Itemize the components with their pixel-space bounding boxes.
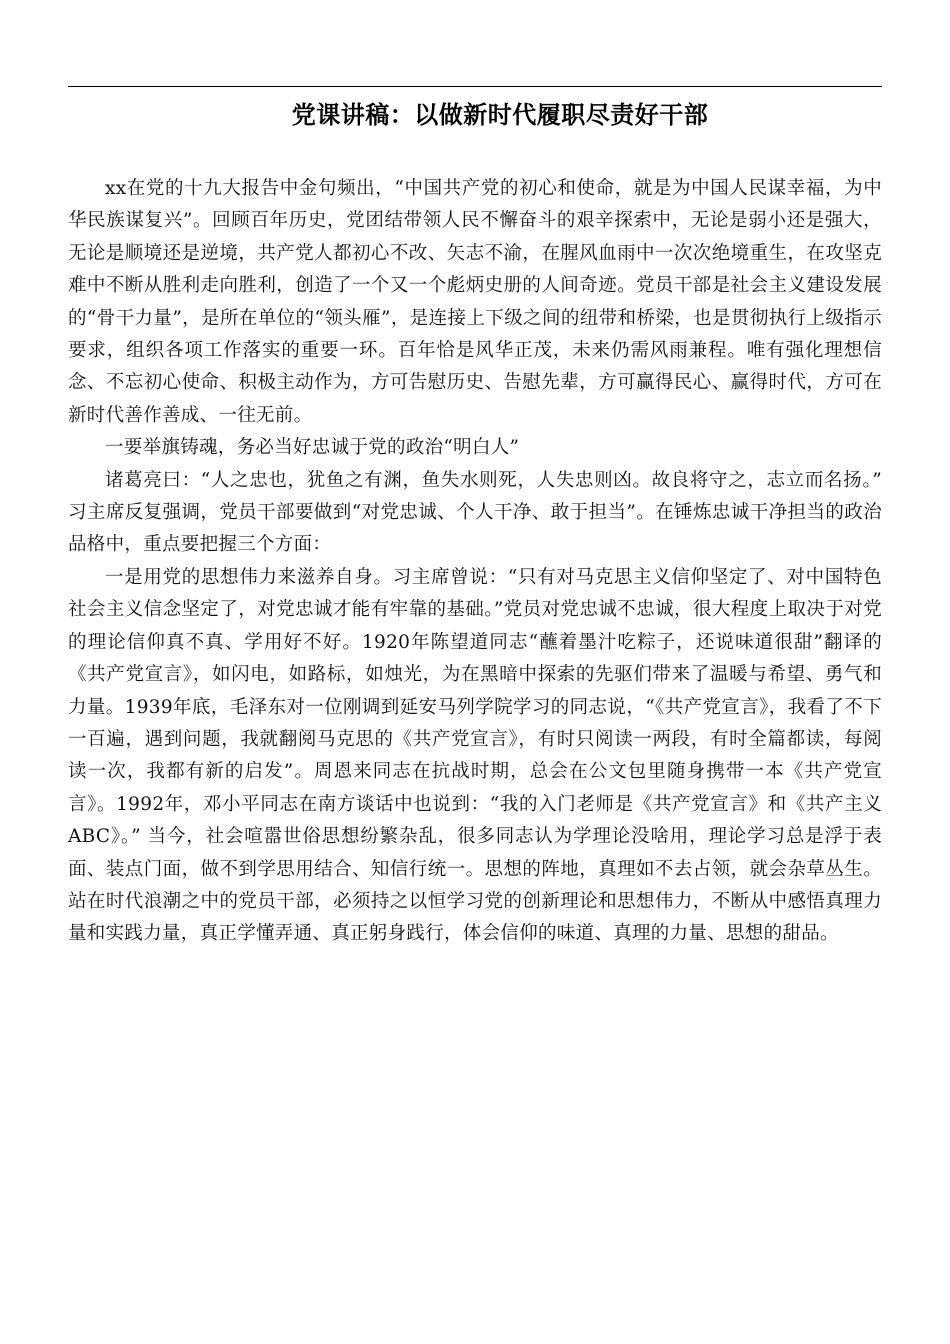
paragraph-quote: 诸葛亮曰：“人之忠也，犹鱼之有渊，鱼失水则死，人失忠则凶。故良将守之，志立而名扬。” 习主席反复强调，党员干部要做到“对党忠诚、个人干净、敢于担当”。在锤炼忠诚干净担当的政治品格中，重点要把握三个方面： xyxy=(68,469,882,556)
paragraph-point-1: 一是用党的思想伟力来滋养自身。习主席曾说：“只有对马克思主义信仰坚定了、对中国特色社会主义信念坚定了，对党忠诚才能有牢靠的基础。”党员对党忠诚不忠诚，很大程度上取决于对党的理论信仰真不真、学用好不好。1920年陈望道同志“蘸着墨汁吃粽子，还说味道很甜”翻译的《共产党宣言》，如闪电，如路标，如烛光，为在黑暗中探索的先驱们带来了温暖与希望、勇气和力量。1939年底，毛泽东对一位刚调到延安马列学院学习的同志说，“《共产党宣言》，我看了不下一百遍，遇到问题，我就翻阅马克思的《共产党宣言》，有时只阅读一两段，有时全篇都读，每阅读一次，我都有新的启发”。周恩来同志在抗战时期，总会在公文包里随身携带一本《共产党宣言》。1992年，邓小平同志在南方谈话中也说到：“我的入门老师是《共产党宣言》和《共产主义ABC》。” 当今，社会喧嚣世俗思想纷繁杂乱，很多同志认为学理论没啥用，理论学习总是浮于表面、装点门面，做不到学思用结合、知信行统一。思想的阵地，真理如不去占领，就会杂草丛生。站在时代浪潮之中的党员干部，必须持之以恒学习党的创新理论和思想伟力，不断从中感悟真理力量和实践力量，真正学懂弄通、真正躬身践行，体会信仰的味道、真理的力量、思想的甜品。 xyxy=(68,566,882,945)
document-title: 党课讲稿：以做新时代履职尽责好干部 xyxy=(291,101,709,129)
section-heading-1: 一要举旗铸魂，务必当好忠诚于党的政治“明白人” xyxy=(105,437,520,459)
paragraph-intro: xx在党的十九大报告中金句频出，“中国共产党的初心和使命，就是为中国人民谋幸福，为中华民族谋复兴”。回顾百年历史，党团结带领人民不懈奋斗的艰辛探索中，无论是弱小还是强大，无论是顺境还是逆境，共产党人都初心不改、矢志不渝，在腥风血雨中一次次绝境重生，在攻坚克难中不断从胜利走向胜利，创造了一个又一个彪炳史册的人间奇迹。党员干部是社会主义建设发展的“骨干力量”，是所在单位的“领头雁”，是连接上下级之间的纽带和桥梁，也是贯彻执行上级指示要求，组织各项工作落实的重要一环。百年恰是风华正茂，未来仍需风雨兼程。唯有强化理想信念、不忘初心使命、积极主动作为，方可告慰历史、告慰先辈，方可赢得民心、赢得时代，方可在新时代善作善成、一往无前。 xyxy=(68,178,882,426)
header-rule xyxy=(68,86,882,87)
document-body xyxy=(68,173,882,951)
